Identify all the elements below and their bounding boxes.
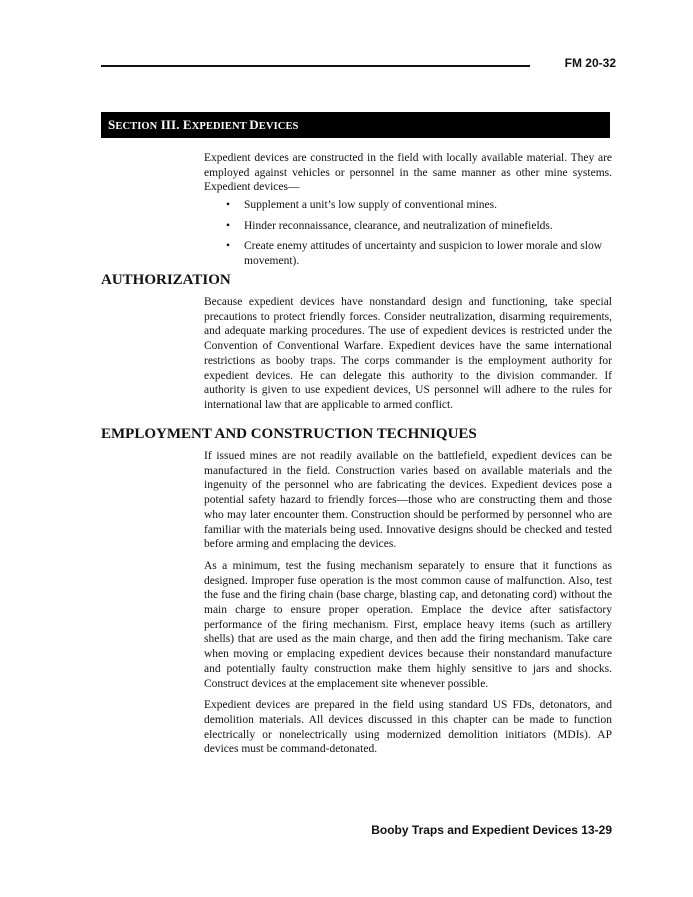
bullet-icon: • bbox=[226, 240, 231, 253]
authorization-heading: AUTHORIZATION bbox=[101, 272, 231, 288]
section-title-initial-2: D bbox=[249, 117, 259, 132]
bullet-text: Hinder reconnaissance, clearance, and neutralization of minefields. bbox=[244, 219, 553, 232]
section-title-rest-1: XPEDIENT bbox=[191, 121, 250, 132]
bullet-icon: • bbox=[226, 199, 231, 211]
section-title bbox=[108, 117, 299, 133]
bullet-item bbox=[226, 219, 612, 234]
header-rule bbox=[101, 65, 530, 67]
bullet-text: Create enemy attitudes of uncertainty and suspicion to lower morale and slow movement). bbox=[244, 240, 602, 268]
employment-block bbox=[204, 449, 612, 757]
intro-bullet-list bbox=[226, 198, 612, 275]
section-title-rest-2: EVICES bbox=[258, 121, 299, 132]
employment-paragraph-2: As a minimum, test the fusing mechanism separately to ensure that it functions as designed. Improper fuse operation is the most common cause of malfunction. Also, test the fuse and the firing chain (base charge, blasting cap, and detonating cord) without the main charge to ensure proper operation. Emplace the device after satisfactory performance of the firing mechanism. First, emplace heavy items (such as artillery shells) that are used as the main charge, and then add the firing mechanism. Take care when moving or emplacing expedient devices because their nonstandard manufacture and potentially faulty construction make them highly sensitive to jars and shocks. Construct devices at the emplacement site whenever possible. bbox=[204, 559, 612, 690]
section-number: III. bbox=[157, 117, 183, 132]
bullet-item bbox=[226, 198, 612, 213]
section-title-initial-1: E bbox=[182, 117, 192, 132]
employment-heading: EMPLOYMENT AND CONSTRUCTION TECHNIQUES bbox=[101, 426, 477, 442]
bullet-icon: • bbox=[226, 219, 231, 232]
bullet-item bbox=[226, 239, 612, 268]
employment-paragraph-1: If issued mines are not readily available on the battlefield, expedient devices can be manufactured in the field. Construction varies based on available materials and the ingenuity of the personnel who are fabricating the devices. Expedient devices pose a potential safety hazard to friendly forces—those who are constructing them and those who may later encounter them. Construction should be performed by personnel who are familiar with the materials being used. Innovative designs should be checked and tested before arming and emplacing the devices. bbox=[204, 450, 612, 551]
authorization-paragraph: Because expedient devices have nonstandard design and functioning, take special precautions to protect friendly forces. Consider neutralization, disarming requirements, and adequate marking procedures. The use of expedient devices is restricted under the Convention of Conventional Warfare. Expedient devices have the same international restrictions as booby traps. The corps commander is the employment authority for expedient devices. He can delegate this authority to the division commander. If authority is given to use expedient devices, US personnel will adhere to the rules for international law that are applicable to armed conflict. bbox=[204, 296, 612, 411]
bullet-text: Supplement a unit’s low supply of conventional mines. bbox=[244, 199, 497, 211]
section-label-initial: S bbox=[108, 117, 116, 132]
page-footer: Booby Traps and Expedient Devices 13-29 bbox=[371, 823, 612, 837]
section-title-bar bbox=[101, 112, 610, 138]
employment-paragraph-3: Expedient devices are prepared in the field using standard US FDs, detonators, and demolition materials. All devices discussed in this chapter can be made to function electrically or nonelectrically using modernized demolition initiators (MDIs). AP devices must be command-detonated. bbox=[204, 699, 612, 756]
intro-paragraph: Expedient devices are constructed in the field with locally available material. They are employed against vehicles or personnel in the same manner as other mine systems. Expedient devices— bbox=[204, 152, 612, 194]
intro-paragraph-block bbox=[204, 151, 612, 195]
section-label-rest: ECTION bbox=[115, 121, 158, 132]
authorization-block bbox=[204, 295, 612, 413]
publication-number: FM 20-32 bbox=[564, 56, 616, 70]
